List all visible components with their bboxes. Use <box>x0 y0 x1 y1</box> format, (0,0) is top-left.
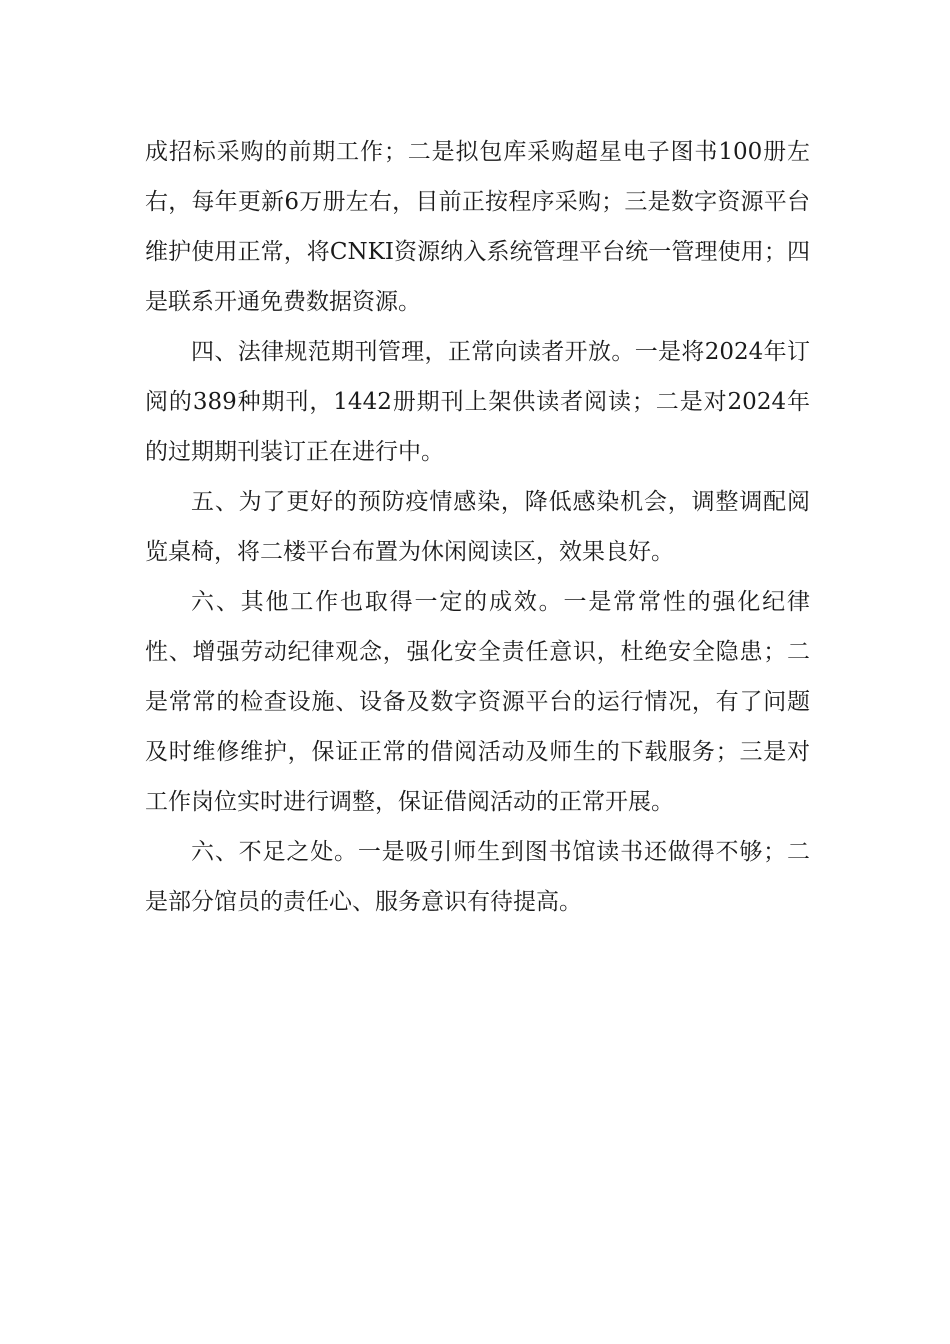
paragraph-other-work: 六、其他工作也取得一定的成效。一是常常性的强化纪律性、增强劳动纪律观念，强化安全责任意识，杜绝安全隐患；二是常常的检查设施、设备及数字资源平台的运行情况，有了问题及时维修维护，保证正常的借阅活动及师生的下载服务；三是对工作岗位实时进行调整，保证借阅活动的正常开展。 <box>145 589 810 815</box>
paragraph-epidemic-prevention: 五、为了更好的预防疫情感染，降低感染机会，调整调配阅览桌椅，将二楼平台布置为休闲阅读区，效果良好。 <box>145 489 810 565</box>
paragraph-periodicals: 四、法律规范期刊管理，正常向读者开放。一是将2024年订阅的389种期刊，1442册期刊上架供读者阅读；二是对2024年的过期期刊装订正在进行中。 <box>145 339 810 465</box>
paragraph-continuation: 成招标采购的前期工作；二是拟包库采购超星电子图书100册左右，每年更新6万册左右，目前正按程序采购；三是数字资源平台维护使用正常，将CNKI资源纳入系统管理平台统一管理使用；四是联系开通免费数据资源。 <box>145 139 810 315</box>
paragraph-shortcomings: 六、不足之处。一是吸引师生到图书馆读书还做得不够；二是部分馆员的责任心、服务意识有待提高。 <box>145 839 810 915</box>
document-body <box>145 127 810 927</box>
